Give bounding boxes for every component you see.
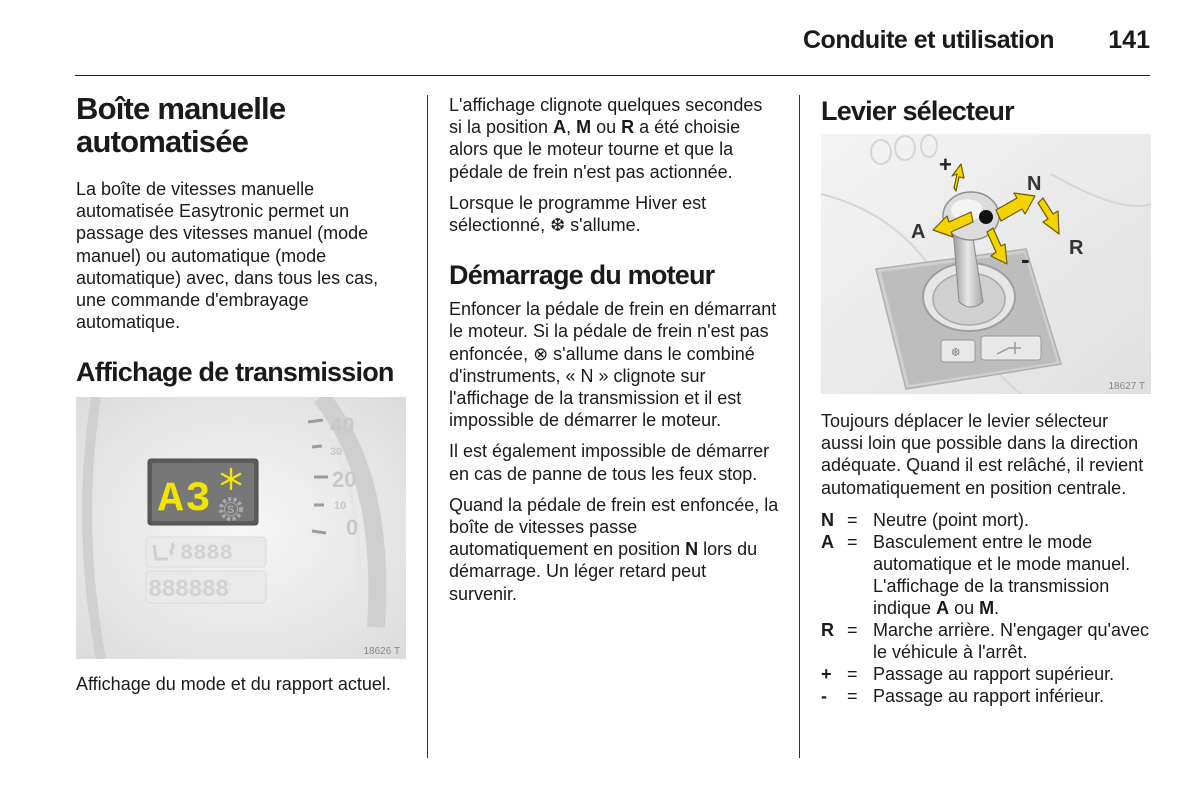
section-title: Boîte manuelle automatisée — [76, 91, 286, 159]
brake-warning-icon: ⊗ — [533, 343, 549, 364]
scale-label-20: 20 — [332, 467, 357, 493]
scale-label-10: 10 — [334, 500, 347, 513]
lever-center-dot — [979, 210, 993, 224]
subsection-title-display: Affichage de transmission — [76, 357, 394, 388]
page-number: 141 — [1108, 26, 1150, 54]
lcd-digits-row-2: 888888 — [148, 577, 229, 605]
neutral-paragraph: Quand la pédale de frein est enfoncée, la boîte de vitesses passe automatiquement en position N lors du démarrage. Un léger retard peut survenir. — [449, 494, 779, 604]
selector-lever-illustration — [821, 134, 1151, 394]
blink-paragraph: L'affichage clignote quelques secondes si la position A, M ou R a été choisie alors que le moteur tourne et que la pédale de frein n'est pas actionnée. — [449, 95, 763, 182]
subsection-title-lever: Levier sélecteur — [821, 96, 1014, 126]
selector-lever-figure — [821, 134, 1151, 394]
scale-label-30: 30 — [330, 446, 343, 459]
definition-row: N = Neutre (point mort). — [821, 509, 1030, 530]
a-label: A — [911, 221, 926, 243]
svg-text:S: S — [227, 504, 235, 517]
scale-label-40: 40 — [330, 413, 355, 439]
definition-row: - = Passage au rapport inférieur. — [821, 685, 1105, 706]
snowflake-icon: ❆ — [550, 215, 566, 236]
brake-light-paragraph: Il est également impossible de démarrer en cas de panne de tous les feux stop. — [449, 441, 770, 484]
transmission-display-illustration — [76, 397, 406, 659]
figure-caption: Affichage du mode et du rapport actuel. — [76, 674, 391, 695]
lcd-digits-row-1: 8888 — [180, 541, 233, 567]
lever-paragraph: Toujours déplacer le levier sélecteur aussi loin que possible dans la direction adéquate. Quand il est relâché, il revient automatiquement en position centrale. — [821, 411, 1144, 498]
start-paragraph: Enfoncer la pédale de frein en démarrant le moteur. Si la pédale de frein n'est pas enfoncée, ⊗ s'allume dans le combiné d'instruments, « N » clignote sur l'affichage de la transmission et il est impossible de démarrer le moteur. — [449, 299, 777, 431]
running-header-title: Conduite et utilisation — [803, 26, 1054, 54]
minus-label: - — [1021, 244, 1030, 274]
column-2 — [449, 92, 779, 614]
snowflake-icon: ❆ — [951, 346, 961, 359]
n-label: N — [1027, 173, 1042, 195]
definition-row: + = Passage au rapport supérieur. — [821, 663, 1115, 684]
column-1 — [76, 92, 406, 705]
r-label: R — [1069, 237, 1084, 259]
figure-id: 18626 T — [363, 646, 400, 658]
definition-row: R = Marche arrière. N'engager qu'avec le véhicule à l'arrêt. — [821, 619, 1150, 662]
lcd-gear-indicator: A3 — [158, 475, 213, 524]
header-rule — [75, 75, 1150, 76]
scale-label-0: 0 — [346, 515, 359, 541]
column-divider-2 — [799, 95, 800, 758]
column-divider-1 — [427, 95, 428, 758]
plus-label: + — [939, 152, 952, 177]
winter-program-paragraph: Lorsque le programme Hiver est sélectionné, ❆ s'allume. — [449, 192, 707, 236]
intro-paragraph: La boîte de vitesses manuelle automatisée Easytronic permet un passage des vitesses manuel (mode manuel) ou automatique (mode automatique) avec, dans tous les cas, une commande d'embrayage automatique. — [76, 179, 379, 333]
column-3 — [821, 92, 1151, 707]
subsection-title-start: Démarrage du moteur — [449, 260, 715, 291]
figure-id: 18627 T — [1108, 381, 1145, 392]
definition-row: A = Basculement entre le mode automatique et le mode manuel. L'affichage de la transmission indique A ou M. — [821, 531, 1131, 618]
position-definitions — [821, 509, 1151, 707]
transmission-display-figure — [76, 397, 406, 659]
